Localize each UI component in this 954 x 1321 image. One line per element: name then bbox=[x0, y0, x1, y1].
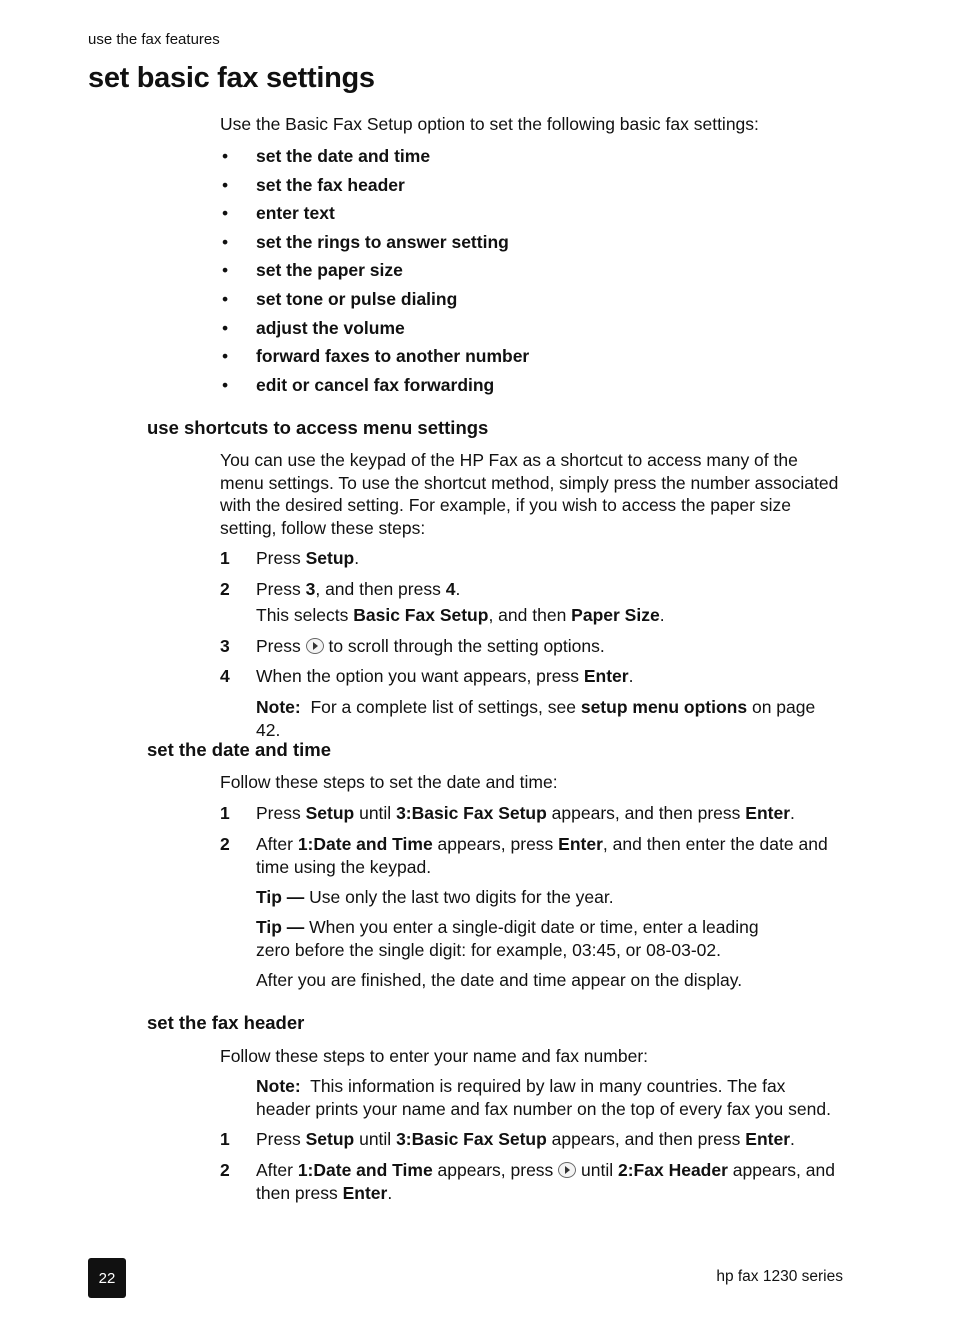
page-title: set basic fax settings bbox=[88, 62, 375, 94]
date-time-after: After you are finished, the date and time appear on the display. bbox=[256, 970, 743, 990]
list-item: • adjust the volume bbox=[222, 317, 405, 338]
shortcuts-step-3: 3 Press to scroll through the setting options. bbox=[220, 636, 605, 656]
fax-header-intro: Follow these steps to enter your name and fax number: bbox=[220, 1046, 649, 1066]
shortcuts-step-2: 2 Press 3, and then press 4. bbox=[220, 579, 461, 599]
bullet: • bbox=[222, 203, 229, 224]
section-heading-date-time: set the date and time bbox=[147, 739, 332, 760]
date-time-tip-1: Tip — Use only the last two digits for the year. bbox=[256, 887, 614, 907]
shortcuts-step-4: 4 When the option you want appears, press Enter. bbox=[220, 666, 634, 686]
date-time-tip-2: Tip — When you enter a single-digit date or time, enter a leading zero before the single digit: for example, 03:45, or 08-03-02. bbox=[256, 917, 759, 960]
list-item: • enter text bbox=[222, 203, 335, 224]
section-heading-fax-header: set the fax header bbox=[147, 1012, 305, 1033]
list-item: • set the fax header bbox=[222, 174, 405, 195]
settings-list bbox=[220, 145, 529, 402]
shortcuts-paragraph: You can use the keypad of the HP Fax as a shortcut to access many of the menu settings. To use the shortcut method, simply press the number associated with the desired setting. For example, if you wish to access the paper size setting, follow these steps: bbox=[220, 450, 839, 538]
list-item: • set the paper size bbox=[222, 260, 403, 281]
list-item: • edit or cancel fax forwarding bbox=[222, 374, 495, 395]
list-item: • set the date and time bbox=[222, 146, 431, 166]
section-heading-shortcuts: use shortcuts to access menu settings bbox=[147, 417, 489, 438]
bullet: • bbox=[222, 146, 229, 166]
date-time-step-2: 2 After 1:Date and Time appears, press Enter, and then enter the date and time using the keypad. bbox=[220, 834, 828, 877]
fax-header-note: Note: This information is required by law in many countries. The fax header prints your name and fax number on the top of every fax you send. bbox=[256, 1076, 831, 1119]
bullet: • bbox=[222, 346, 229, 367]
list-item: • set the rings to answer setting bbox=[222, 231, 509, 252]
list-item: • set tone or pulse dialing bbox=[222, 288, 458, 309]
bullet: • bbox=[222, 174, 229, 195]
bullet: • bbox=[222, 288, 229, 309]
running-header: use the fax features bbox=[88, 31, 220, 48]
bullet: • bbox=[222, 317, 229, 338]
fax-header-step-1: 1 Press Setup until 3:Basic Fax Setup appears, and then press Enter. bbox=[220, 1129, 795, 1149]
fax-header-step-2: 2 After 1:Date and Time appears, press until 2:Fax Header appears, and then press Enter. bbox=[220, 1160, 835, 1203]
shortcuts-step-1: 1 Press Setup. bbox=[220, 548, 360, 568]
date-time-step-1: 1 Press Setup until 3:Basic Fax Setup appears, and then press Enter. bbox=[220, 803, 795, 823]
bullet: • bbox=[222, 260, 229, 281]
right-arrow-button-icon bbox=[558, 1162, 576, 1178]
page-number: 22 bbox=[88, 1258, 126, 1298]
shortcuts-note: Note: For a complete list of settings, see setup menu options on page 42. bbox=[256, 697, 816, 740]
bullet: • bbox=[222, 231, 229, 252]
right-arrow-button-icon bbox=[306, 638, 324, 654]
footer-product-name: hp fax 1230 series bbox=[716, 1268, 843, 1285]
date-time-intro: Follow these steps to set the date and time: bbox=[220, 772, 558, 792]
shortcuts-step-2-detail: This selects Basic Fax Setup, and then Paper Size. bbox=[256, 605, 665, 625]
list-item: • forward faxes to another number bbox=[222, 346, 530, 367]
bullet: • bbox=[222, 374, 229, 395]
intro-text: Use the Basic Fax Setup option to set the following basic fax settings: bbox=[220, 114, 759, 134]
